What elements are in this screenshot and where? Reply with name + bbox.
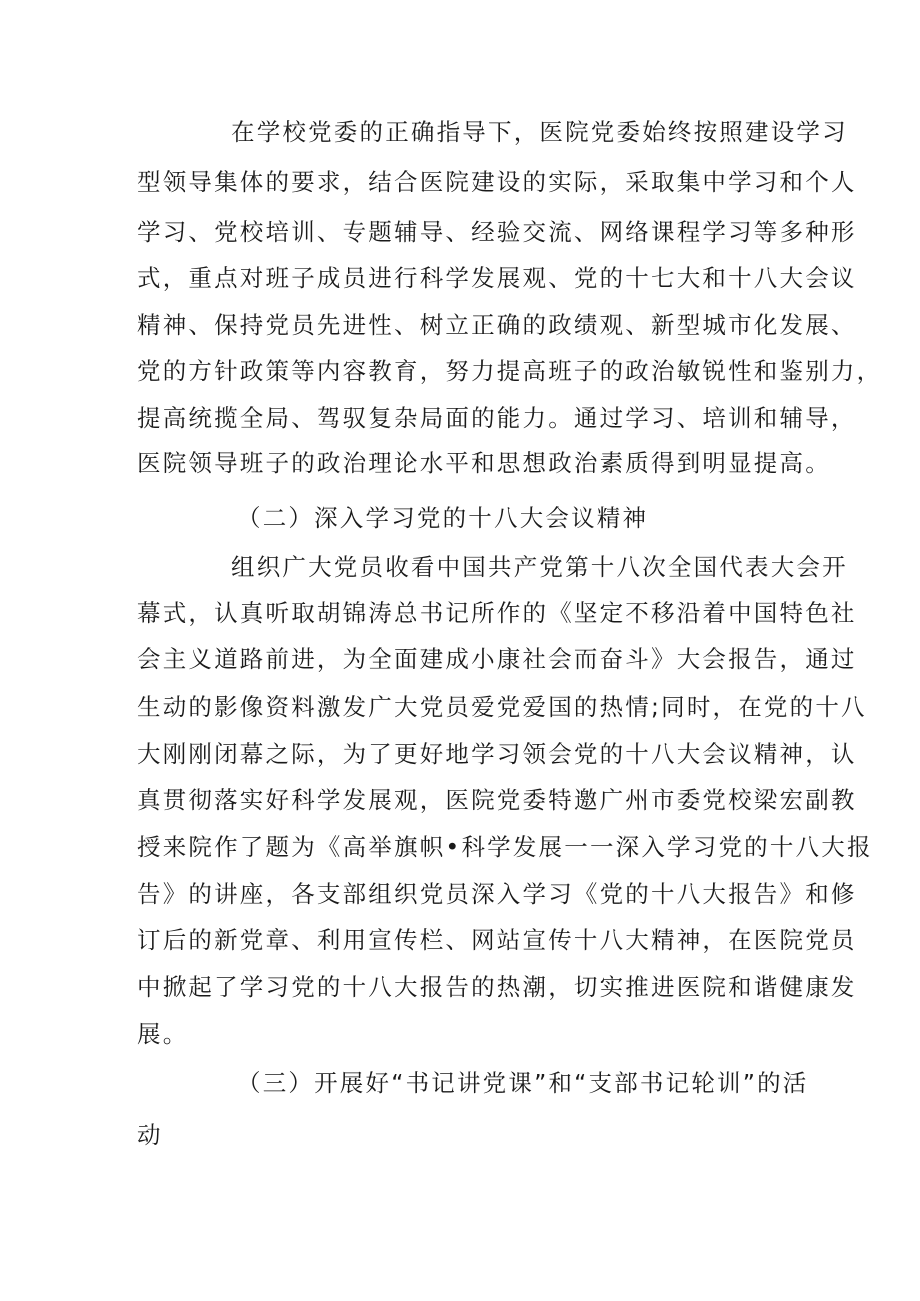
paragraph-1-line-4: 式，重点对班子成员进行科学发展观、党的十七大和十八大会议: [137, 264, 857, 292]
paragraph-2-line-5: 大刚刚闭幕之际，为了更好地学习领会党的十八大会议精神，认: [137, 740, 857, 768]
paragraph-2-line-10: 中掀起了学习党的十八大报告的热潮，切实推进医院和谐健康发: [137, 973, 857, 1001]
paragraph-2-line-7: 授来院作了题为《高举旗帜•科学发展一一深入学习党的十八大报: [137, 833, 873, 861]
paragraph-2-line-9: 订后的新党章、利用宣传栏、网站宣传十八大精神，在医院党员: [137, 926, 857, 954]
paragraph-2-line-3: 会主义道路前进，为全面建成小康社会而奋斗》大会报告，通过: [137, 645, 857, 673]
paragraph-2-line-11: 展。: [137, 1020, 189, 1048]
paragraph-1-line-6: 党的方针政策等内容教育，努力提高班子的政治敏锐性和鉴别力，: [137, 357, 883, 385]
section-heading-3-line-1: （三）开展好“书记讲党课”和“支部书记轮训”的活: [237, 1069, 809, 1097]
paragraph-1-line-3: 学习、党校培训、专题辅导、经验交流、网络课程学习等多种形: [137, 218, 857, 246]
paragraph-1-line-1: 在学校党委的正确指导下，医院党委始终按照建设学习: [231, 118, 848, 146]
paragraph-1-line-7: 提高统揽全局、驾驭复杂局面的能力。通过学习、培训和辅导，: [137, 404, 857, 432]
paragraph-1-line-5: 精神、保持党员先进性、树立正确的政绩观、新型城市化发展、: [137, 311, 857, 339]
paragraph-2-line-2: 幕式，认真听取胡锦涛总书记所作的《坚定不移沿着中国特色社: [137, 599, 857, 627]
paragraph-2-line-6: 真贯彻落实好科学发展观，医院党委特邀广州市委党校梁宏副教: [137, 786, 857, 814]
paragraph-2-line-1: 组织广大党员收看中国共产党第十八次全国代表大会开: [231, 553, 848, 581]
paragraph-1-line-2: 型领导集体的要求，结合医院建设的实际，采取集中学习和个人: [137, 168, 857, 196]
paragraph-2-line-8: 告》的讲座，各支部组织党员深入学习《党的十八大报告》和修: [137, 880, 857, 908]
paragraph-2-line-4: 生动的影像资料激发广大党员爱党爱国的热情;同时，在党的十八: [137, 693, 867, 721]
section-heading-3-line-2: 动: [137, 1121, 163, 1149]
section-heading-2: （二）深入学习党的十八大会议精神: [237, 504, 649, 532]
paragraph-1-line-8: 医院领导班子的政治理论水平和思想政治素质得到明显提高。: [137, 449, 831, 477]
